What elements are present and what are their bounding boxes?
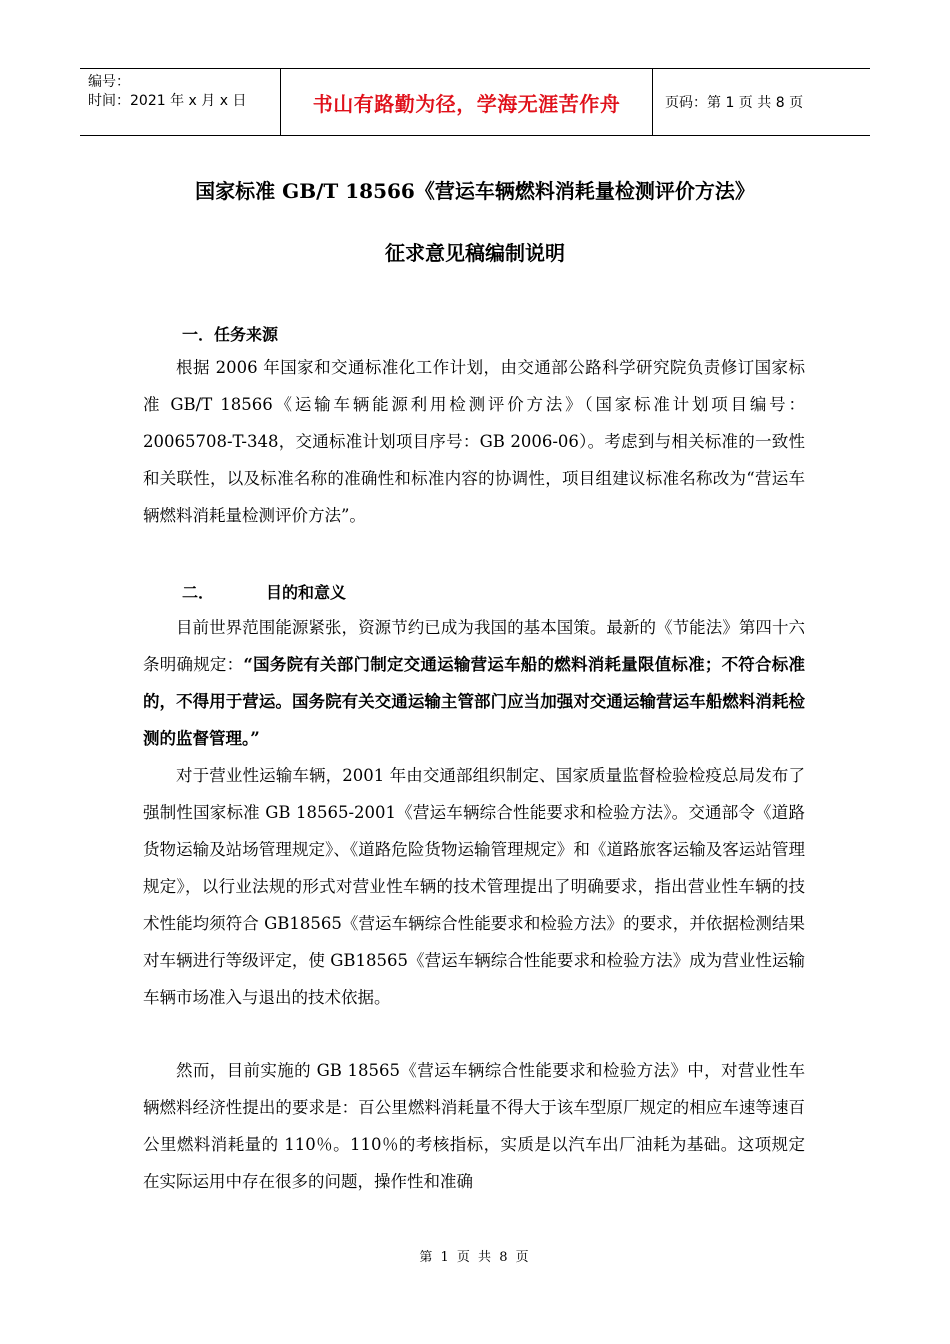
header-page-info: 页码：第 1 页 共 8 页 — [665, 95, 804, 111]
section-2-paragraph-3: 然而，目前实施的 GB 18565《营运车辆综合性能要求和检验方法》中，对营业性车辆燃料经济性提出的要求是：百公里燃料消耗量不得大于该车型原厂规定的相应车速等速百公里燃料消耗量的 110％。110％的考核指标，实质是以汽车出厂油耗为基础。这项规定在实际运用中存在很多的问题，操作性和准确 — [143, 1061, 805, 1191]
section-1-heading: 一．任务来源 — [182, 325, 279, 344]
paragraph-text: 目前世界范围能源紧张，资源节约已成为我国的基本国策。最新的《节能法》第四十六条明确规定： — [143, 618, 805, 674]
number-label: 编号： — [88, 74, 130, 90]
section-2-paragraph-2: 对于营业性运输车辆，2001 年由交通部组织制定、国家质量监督检验检疫总局发布了强制性国家标准 GB 18565-2001《营运车辆综合性能要求和检验方法》。交通部令《道路货物运输及站场管理规定》、《道路危险货物运输管理规定》和《道路旅客运输及客运站管理规定》，以行业法规的形式对营业性车辆的技术管理提出了明确要求，指出营业性车辆的技术性能均须符合 GB18565《营运车辆综合性能要求和检验方法》的要求，并依据检测结果对车辆进行等级评定，使 GB18565《营运车辆综合性能要求和检验方法》成为营业性运输车辆市场准入与退出的技术依据。 — [143, 766, 805, 1007]
document-subtitle: 征求意见稿编制说明 — [385, 241, 565, 265]
header-meta — [80, 69, 280, 135]
page-footer: 第 1 页 共 8 页 — [419, 1250, 531, 1265]
law-quote: “国务院有关部门制定交通运输营运车船的燃料消耗量限值标准；不符合标准的，不得用于营运。国务院有关交通运输主管部门应当加强对交通运输营运车船燃料消耗检测的监督管理。” — [143, 655, 805, 748]
section-2-title: 目的和意义 — [266, 583, 347, 602]
section-2-paragraph-1 — [143, 609, 805, 757]
document-title: 国家标准 GB/T 18566《营运车辆燃料消耗量检测评价方法》 — [195, 179, 755, 203]
section-2-heading — [182, 580, 346, 603]
header-table — [80, 68, 870, 136]
header-motto: 书山有路勤为径，学海无涯苦作舟 — [280, 69, 653, 135]
section-1-paragraph: 根据 2006 年国家和交通标准化工作计划，由交通部公路科学研究院负责修订国家标准 GB/T 18566《运输车辆能源利用检测评价方法》（国家标准计划项目编号：20065708-T-348，交通标准计划项目序号：GB 2006-06）。考虑到与相关标准的一致性和关联性，以及标准名称的准确性和标准内容的协调性，项目组建议标准名称改为“营运车辆燃料消耗量检测评价方法”。 — [143, 358, 805, 525]
section-2-number: 二． — [182, 583, 215, 602]
time-label: 时间：2021 年 x 月 x 日 — [88, 93, 247, 109]
